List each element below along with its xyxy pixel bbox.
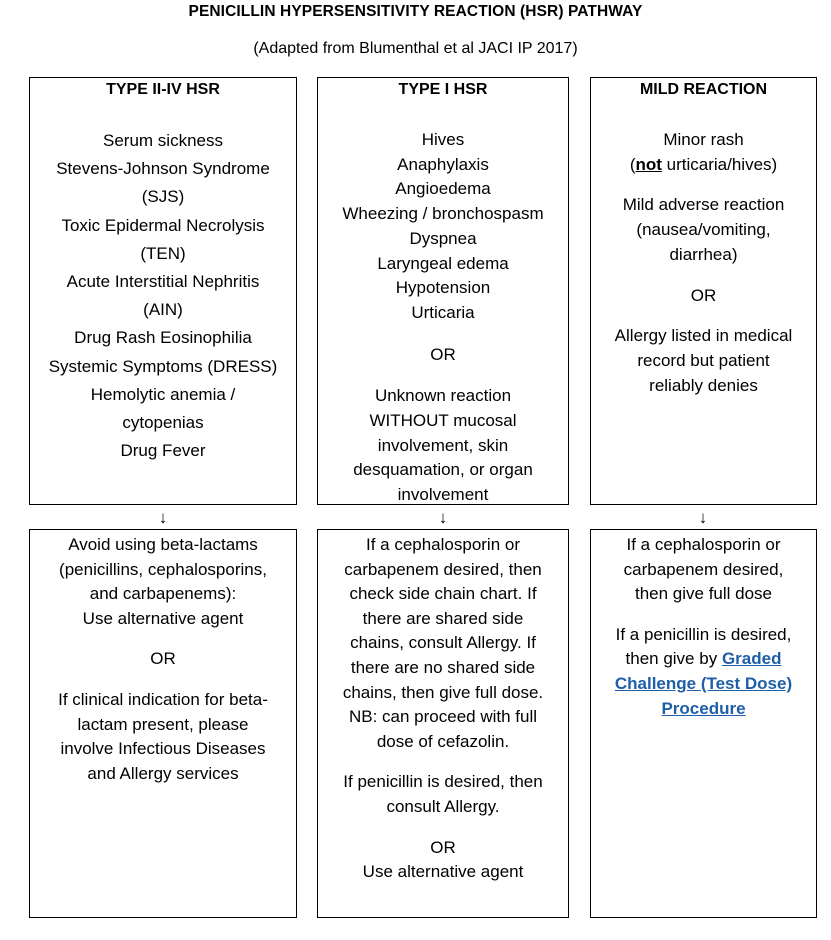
action-text: chains, then give full dose. — [342, 682, 544, 702]
reaction-item: Anaphylaxis — [397, 154, 489, 174]
action-text: then give full dose — [634, 584, 773, 604]
reaction-item: Hemolytic anemia / — [90, 384, 236, 404]
down-arrow-icon: ↓ — [698, 508, 708, 527]
action-text: and carbapenems): — [89, 584, 237, 604]
action-text: chains, consult Allergy. If — [350, 633, 536, 653]
action-text — [591, 647, 816, 672]
type-1-hsr-box — [317, 77, 569, 505]
reaction-item-rest: urticaria/hives) — [661, 154, 778, 174]
action-text-lead: then give by — [625, 649, 718, 669]
action-text: Use alternative agent — [82, 608, 244, 628]
or-separator: OR — [430, 837, 456, 857]
mild-reaction-action-box — [590, 529, 817, 918]
action-text: check side chain chart. If — [349, 584, 537, 604]
type-2-4-hsr-box — [29, 77, 297, 505]
action-text: If a penicillin is desired, — [615, 624, 792, 644]
reaction-item: Hives — [421, 130, 465, 149]
type-1-action-box — [317, 529, 569, 918]
reaction-item: Systemic Symptoms (DRESS) — [48, 356, 278, 376]
action-text: If a cephalosporin or — [626, 535, 781, 554]
or-separator: OR — [690, 285, 717, 305]
reaction-item: Wheezing / bronchospasm — [342, 204, 544, 224]
action-text: involve Infectious Diseases — [60, 739, 266, 759]
reaction-item: Serum sickness — [103, 131, 223, 150]
action-text: Avoid using beta-lactams — [68, 535, 258, 554]
action-text: consult Allergy. — [386, 796, 500, 816]
reaction-item: Stevens-Johnson Syndrome — [56, 159, 270, 179]
action-text: Use alternative agent — [362, 862, 524, 882]
reaction-item: involvement — [397, 485, 489, 505]
action-text: dose of cefazolin. — [376, 731, 510, 751]
reaction-item — [591, 153, 816, 178]
graded-challenge-link[interactable]: Challenge (Test Dose) — [614, 673, 793, 693]
reaction-item: diarrhea) — [669, 244, 738, 264]
reaction-item: Urticaria — [411, 302, 475, 322]
type-1-heading: TYPE I HSR — [398, 81, 488, 98]
action-text: (penicillins, cephalosporins, — [59, 559, 267, 579]
type-2-4-heading: TYPE II-IV HSR — [106, 81, 220, 98]
reaction-item: (SJS) — [141, 187, 185, 207]
reaction-item: desquamation, or organ — [353, 460, 533, 480]
action-text: there are shared side — [362, 608, 524, 628]
reaction-item: Hypotension — [395, 278, 491, 298]
mild-reaction-box — [590, 77, 817, 505]
down-arrow-icon: ↓ — [158, 508, 168, 527]
reaction-item: Minor rash — [663, 130, 744, 149]
paren-open: ( — [629, 154, 636, 174]
reaction-item: Allergy listed in medical — [614, 326, 793, 346]
reaction-item: record but patient — [637, 350, 770, 370]
action-text: carbapenem desired, then — [344, 559, 542, 579]
type-2-4-action-box — [29, 529, 297, 918]
reaction-item: Mild adverse reaction — [622, 195, 785, 215]
reaction-item: (TEN) — [140, 243, 186, 263]
action-text: and Allergy services — [87, 763, 239, 783]
reaction-item: Drug Fever — [120, 441, 206, 461]
action-text: If penicillin is desired, then — [343, 772, 543, 792]
mild-reaction-heading: MILD REACTION — [639, 81, 768, 98]
reaction-item: Unknown reaction — [374, 386, 512, 406]
reaction-item: (AIN) — [143, 300, 183, 320]
not-emphasis: not — [635, 154, 662, 174]
graded-challenge-link[interactable]: Procedure — [661, 698, 746, 718]
reaction-item: involvement, skin — [377, 435, 509, 455]
reaction-item: WITHOUT mucosal — [369, 411, 517, 431]
action-text: If a cephalosporin or — [365, 535, 521, 554]
action-text: NB: can proceed with full — [348, 707, 538, 727]
reaction-item: reliably denies — [649, 375, 758, 395]
reaction-item: (nausea/vomiting, — [636, 220, 771, 240]
reaction-item: Toxic Epidermal Necrolysis — [61, 215, 265, 235]
reaction-item: Acute Interstitial Nephritis — [66, 272, 260, 292]
action-text: carbapenem desired, — [623, 559, 784, 579]
reaction-item: cytopenias — [122, 413, 204, 433]
reaction-item: Angioedema — [395, 179, 491, 199]
reaction-item: Drug Rash Eosinophilia — [74, 328, 252, 348]
or-separator: OR — [430, 344, 456, 364]
action-text: lactam present, please — [77, 714, 249, 734]
action-text: If clinical indication for beta- — [58, 689, 268, 709]
or-separator: OR — [150, 649, 176, 669]
reaction-item: Laryngeal edema — [377, 253, 509, 273]
page-title: PENICILLIN HYPERSENSITIVITY REACTION (HSR) PATHWAY — [188, 3, 643, 20]
action-text — [591, 672, 816, 697]
graded-challenge-link[interactable]: Graded — [721, 649, 782, 669]
reaction-item: Dyspnea — [409, 228, 477, 248]
page-subtitle: (Adapted from Blumenthal et al JACI IP 2017) — [253, 40, 578, 57]
action-text: there are no shared side — [350, 657, 536, 677]
down-arrow-icon: ↓ — [438, 508, 448, 527]
action-text — [591, 697, 816, 722]
